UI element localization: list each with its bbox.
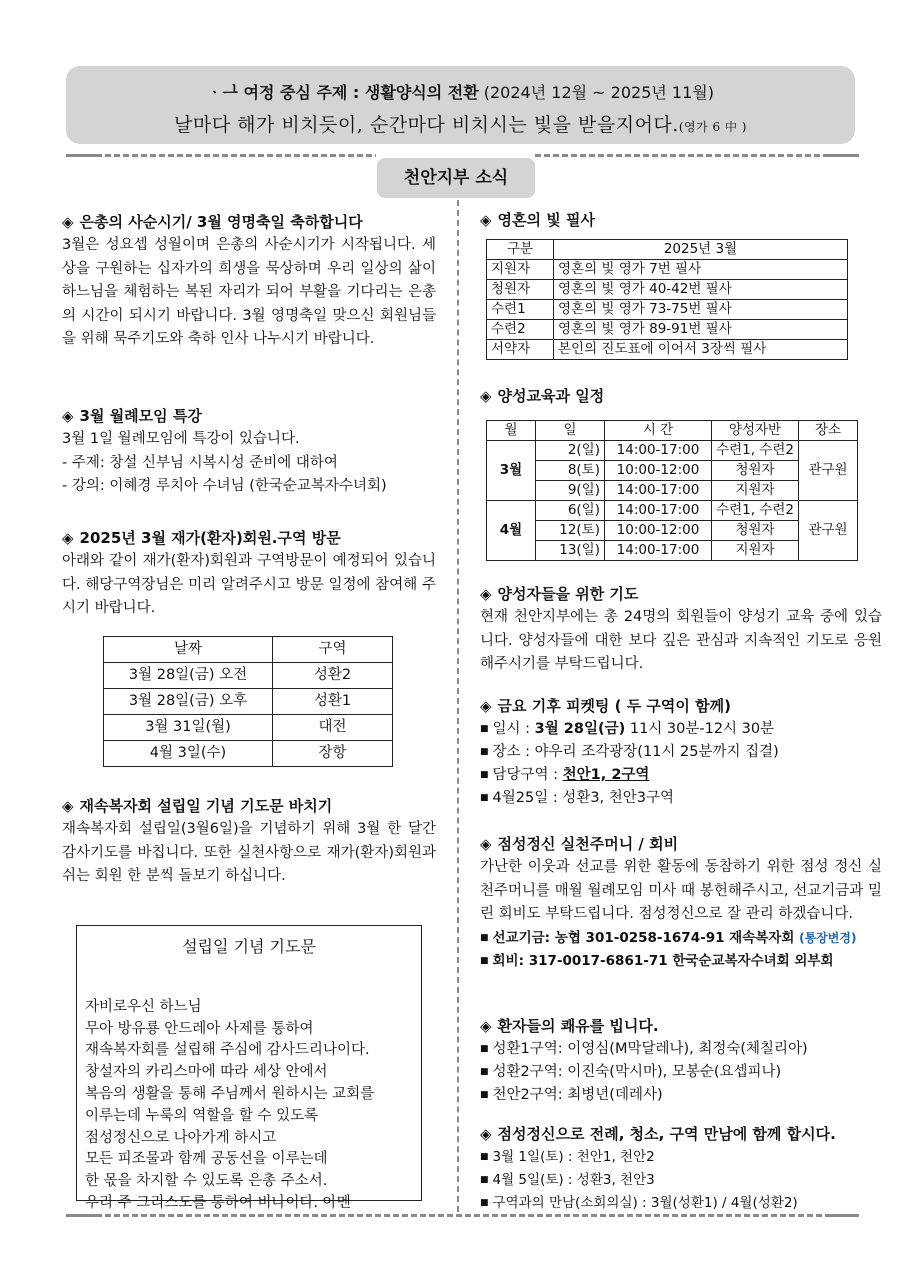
table-cell: 14:00-17:00 [605, 441, 712, 461]
table-cell: 4월 3일(수) [104, 741, 273, 767]
table-cell: 수련1, 수련2 [712, 441, 799, 461]
table-row [487, 441, 858, 461]
top-rule-left [66, 154, 96, 157]
diamond-icon: ◈ [480, 1017, 492, 1035]
formation-prayer-body: 현재 천안지부에는 총 24명의 회원들이 양성기 교육 중에 있습니다. 양성자들에 대한 보다 깊은 관심과 지속적인 기도로 응원해주시기를 부탁드립니다. [480, 609, 882, 672]
visit-body: 아래와 같이 재가(환자)회원과 구역방문이 예정되어 있습니다. 해당구역장님은 미리 알려주시고 방문 일정에 참여해 주시기 바랍니다. [62, 553, 436, 616]
header-cell: 장소 [799, 421, 858, 441]
schedule-title: 양성교육과 일정 [497, 387, 605, 405]
prayer-line: 무아 방유룡 안드레아 사제를 통하여 [85, 1020, 314, 1037]
header-cell: 구역 [273, 637, 393, 663]
table-cell: 3월 28일(금) 오후 [104, 689, 273, 715]
prayer-line: 자비로우신 하느님 [85, 998, 202, 1015]
right-section-donation [480, 832, 882, 973]
list-item: ■ 회비: 317-0017-6861-71 한국순교복자수녀회 외부회 [480, 950, 882, 973]
prayer-body [85, 975, 421, 1215]
verse-text: 날마다 해가 비치듯이, 순간마다 비치시는 빛을 받을지어다. [174, 114, 679, 136]
diamond-icon: ◈ [480, 211, 492, 229]
table-row [487, 280, 848, 300]
picketing-dept: 천안1, 2구역 [562, 767, 650, 783]
lent-title: 은총의 사순시기/ 3월 영명축일 축하합니다 [79, 213, 363, 231]
table-header [487, 421, 858, 441]
bottom-rule-mid [96, 1214, 829, 1217]
list-item: ■ 성환1구역: 이영심(M막달레나), 최정숙(체칠리아) [480, 1038, 882, 1061]
table-cell: 대전 [273, 715, 393, 741]
prayer-line: 이루는데 누룩의 역할을 할 수 있도록 [85, 1107, 319, 1124]
prayer-title: 설립일 기념 기도문 [182, 937, 316, 956]
table-row [487, 300, 848, 320]
table-row [104, 715, 393, 741]
diamond-icon: ◈ [62, 797, 74, 815]
right-section-service [480, 1122, 882, 1215]
lecture-line: - 주제: 창설 신부님 시복시성 준비에 대하여 [62, 454, 338, 471]
lecture-title: 3월 월례모임 특강 [79, 407, 202, 425]
list-item: ■ 4월 5일(토) : 성환3, 천안3 [480, 1169, 882, 1192]
prayer-section-title: 재속복자회 설립일 기념 기도문 바치기 [79, 797, 333, 815]
table-cell: 지원자 [712, 541, 799, 561]
table-cell: 10:00-12:00 [605, 461, 712, 481]
table-cell: 영혼의 빛 영가 89-91번 필사 [554, 320, 848, 340]
table-cell: 2(일) [536, 441, 605, 461]
month-cell: 4월 [487, 501, 536, 561]
diamond-icon: ◈ [480, 835, 492, 853]
list-item: ■ 성환2구역: 이진숙(막시마), 모봉순(요셉피나) [480, 1061, 882, 1084]
table-row [104, 689, 393, 715]
list-item: ■ 선교기금: 농협 301-0258-1674-91 재속복자회 (통장변경) [480, 927, 882, 950]
lecture-line: 3월 1일 월례모임에 특강이 있습니다. [62, 431, 300, 447]
place-cell: 관구원 [799, 501, 858, 561]
header-cell: 일 [536, 421, 605, 441]
top-rule-mid [96, 154, 376, 157]
list-item: ■ 3월 1일(토) : 천안1, 천안2 [480, 1146, 882, 1169]
table-row [487, 340, 848, 360]
service-title: 점성정신으로 전례, 청소, 구역 만남에 함께 합시다. [497, 1125, 836, 1143]
table-row [104, 741, 393, 767]
diamond-icon: ◈ [62, 407, 74, 425]
table-cell: 12(토) [536, 521, 605, 541]
table-cell: 수련1, 수련2 [712, 501, 799, 521]
theme-prefix: ᆞᆜ 여정 중심 주제 : [207, 83, 365, 102]
list-item: ■ 장소 : 야우리 조각광장(11시 25분까지 집결) [480, 741, 882, 764]
table-cell: 영혼의 빛 영가 40-42번 필사 [554, 280, 848, 300]
left-section-lent [62, 210, 436, 352]
table-cell: 14:00-17:00 [605, 501, 712, 521]
picketing-title: 금요 기후 피켓팅 ( 두 구역이 함께) [497, 697, 731, 715]
column-divider [457, 200, 459, 1212]
lent-body: 3월은 성요셉 성월이며 은총의 사순시기가 시작됩니다. 세상을 구원하는 십자가의 희생을 묵상하며 우리 일상의 삶이 하느님을 체험하는 복된 자리가 되어 부활을 기다리는 은총의 시간이 되시기 바랍니다. 3월 영명축일 맞으신 회원님들을 위해 묵주기도와 축하 인사 나누시기 바랍니다. [62, 237, 436, 347]
diamond-icon: ◈ [62, 213, 74, 231]
table-header [487, 240, 848, 260]
left-section-visit [62, 526, 436, 621]
list-item: ■ 4월25일 : 성환3, 천안3구역 [480, 787, 882, 810]
table-cell: 지원자 [712, 481, 799, 501]
prayer-line: 점성정신으로 나아가게 하시고 [85, 1129, 277, 1146]
prayer-line: 창설자의 카리스마에 따라 세상 안에서 [85, 1064, 328, 1081]
diamond-icon: ◈ [480, 585, 492, 603]
list-item: ■ 구역과의 만남(소회의실) : 3월(성환1) / 4월(성환2) [480, 1192, 882, 1215]
header-cell: 구분 [487, 240, 554, 260]
table-row [487, 260, 848, 280]
copy-title: 영혼의 빛 필사 [497, 211, 595, 229]
table-cell: 장항 [273, 741, 393, 767]
top-rule-right [829, 154, 859, 157]
theme-period: (2024년 12월 ~ 2025년 11월) [478, 83, 714, 102]
table-cell: 영혼의 빛 영가 73-75번 필사 [554, 300, 848, 320]
header-cell: 2025년 3월 [554, 240, 848, 260]
prayer-box [76, 925, 422, 1211]
formation-prayer-title: 양성자들을 위한 기도 [497, 585, 639, 603]
patients-title: 환자들의 쾌유를 빕니다. [497, 1017, 659, 1035]
diamond-icon: ◈ [480, 387, 492, 405]
donation-body: 가난한 이웃과 선교를 위한 활동에 동참하기 위한 점성 정신 실천주머니를 매월 월례모임 미사 때 봉헌해주시고, 선교기금과 밀린 회비도 부탁드립니다. 점성정신으로 잘 관리 하겠습니다. [480, 859, 882, 922]
table-row [487, 501, 858, 521]
table-cell: 14:00-17:00 [605, 541, 712, 561]
table-cell: 3월 31일(월) [104, 715, 273, 741]
place-cell: 관구원 [799, 441, 858, 501]
table-cell: 성환2 [273, 663, 393, 689]
table-cell: 영혼의 빛 영가 7번 필사 [554, 260, 848, 280]
visit-title: 2025년 3월 재가(환자)회원.구역 방문 [79, 529, 341, 547]
right-section-picketing [480, 694, 882, 810]
table-cell: 10:00-12:00 [605, 521, 712, 541]
header-banner [66, 66, 855, 144]
list-item: ■ 천안2구역: 최병년(데레사) [480, 1084, 882, 1107]
theme-line [66, 80, 855, 103]
diamond-icon: ◈ [62, 529, 74, 547]
theme-title: 생활양식의 전환 [364, 83, 479, 102]
header-cell: 양성자반 [712, 421, 799, 441]
visit-table [103, 636, 393, 767]
list-item: ■ 담당구역 : 천안1, 2구역 [480, 764, 882, 787]
diamond-icon: ◈ [480, 1125, 492, 1143]
table-cell: 6(일) [536, 501, 605, 521]
verse-line [66, 110, 855, 137]
page-title: 천안지부 소식 [377, 158, 535, 198]
top-rule-mid-right [535, 154, 829, 157]
list-item: ■ 일시 : 3월 28일(금) 11시 30분-12시 30분 [480, 718, 882, 741]
table-cell: 본인의 진도표에 이어서 3장씩 필사 [554, 340, 848, 360]
right-section-patients [480, 1014, 882, 1107]
table-cell: 14:00-17:00 [605, 481, 712, 501]
bottom-rule-right [829, 1214, 859, 1217]
table-cell: 청원자 [712, 461, 799, 481]
prayer-line: 우리 주 그리스도를 통하여 비나이다. 아멘 [85, 1194, 351, 1211]
diamond-icon: ◈ [480, 697, 492, 715]
table-cell: 서약자 [487, 340, 554, 360]
table-row [487, 320, 848, 340]
table-cell: 성환1 [273, 689, 393, 715]
verse-source: (영가 6 中 ) [678, 120, 747, 134]
prayer-line: 복음의 생활을 통해 주님께서 원하시는 교회를 [85, 1085, 375, 1102]
lecture-line: - 강의: 이혜경 루치아 수녀님 (한국순교복자수녀회) [62, 478, 387, 494]
account-change-note: (통장변경) [799, 930, 857, 945]
table-cell: 3월 28일(금) 오전 [104, 663, 273, 689]
right-section-formation-prayer [480, 582, 882, 677]
table-cell: 9(일) [536, 481, 605, 501]
table-row [104, 663, 393, 689]
header-cell: 날짜 [104, 637, 273, 663]
picketing-date: 3월 28일(금) [534, 721, 626, 737]
table-cell: 8(토) [536, 461, 605, 481]
right-section-copy [480, 208, 882, 232]
left-section-prayer [62, 794, 436, 889]
right-section-schedule [480, 384, 882, 408]
table-cell: 13(일) [536, 541, 605, 561]
donation-title: 점성정신 실천주머니 / 회비 [497, 835, 679, 853]
month-cell: 3월 [487, 441, 536, 501]
table-cell: 수련1 [487, 300, 554, 320]
schedule-table [486, 420, 858, 561]
table-cell: 청원자 [487, 280, 554, 300]
table-header [104, 637, 393, 663]
table-cell: 지원자 [487, 260, 554, 280]
copy-table [486, 239, 848, 360]
header-cell: 월 [487, 421, 536, 441]
prayer-line: 모든 피조물과 함께 공동선을 이루는데 [85, 1151, 328, 1168]
prayer-line: 한 몫을 차지할 수 있도록 은총 주소서. [85, 1173, 328, 1190]
bottom-rule-left [66, 1214, 96, 1217]
prayer-section-body: 재속복자회 설립일(3월6일)을 기념하기 위해 3월 한 달간 감사기도를 바칩니다. 또한 실천사항으로 재가(환자)회원과 쉬는 회원 한 분씩 돌보기 하십니다. [62, 821, 436, 884]
prayer-line: 재속복자회를 설립해 주심에 감사드리나이다. [85, 1042, 370, 1059]
header-cell: 시 간 [605, 421, 712, 441]
table-cell: 청원자 [712, 521, 799, 541]
left-section-lecture [62, 404, 436, 499]
table-cell: 수련2 [487, 320, 554, 340]
